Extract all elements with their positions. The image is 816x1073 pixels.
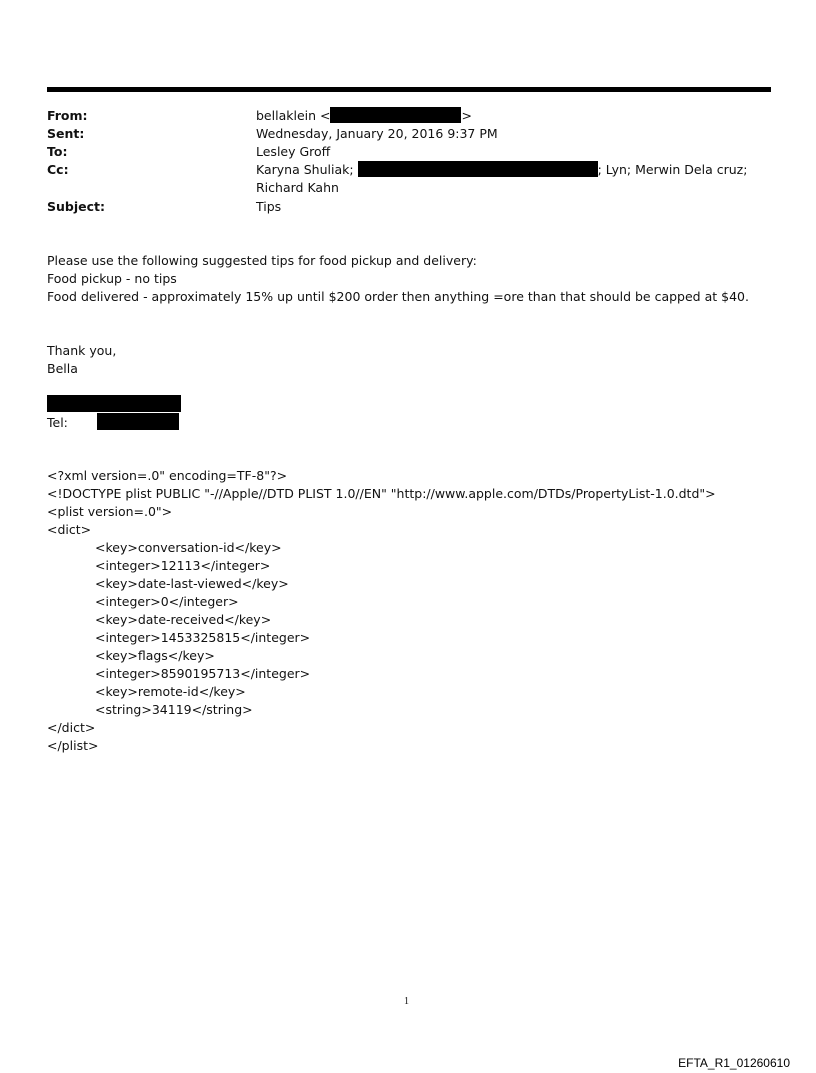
xml-line: <key>date-received</key> bbox=[95, 612, 272, 627]
xml-line: <key>remote-id</key> bbox=[95, 684, 246, 699]
cc-value-line2: Richard Kahn bbox=[256, 180, 339, 195]
xml-line: <plist version=.0"> bbox=[47, 504, 173, 519]
subject-label: Subject: bbox=[47, 199, 105, 214]
xml-line: </dict> bbox=[47, 720, 96, 735]
xml-line: <integer>12113</integer> bbox=[95, 558, 271, 573]
to-label: To: bbox=[47, 144, 68, 159]
redacted-phone bbox=[97, 413, 179, 430]
xml-line: <integer>8590195713</integer> bbox=[95, 666, 311, 681]
from-value-prefix: bellaklein < bbox=[256, 108, 331, 123]
redacted-email bbox=[330, 107, 461, 123]
xml-line: <dict> bbox=[47, 522, 92, 537]
body-line-2: Food pickup - no tips bbox=[47, 271, 177, 286]
from-value bbox=[256, 107, 472, 125]
xml-line: <integer>0</integer> bbox=[95, 594, 239, 609]
from-value-suffix: > bbox=[461, 108, 472, 123]
body-line-1: Please use the following suggested tips for food pickup and delivery: bbox=[47, 253, 477, 268]
cc-value-suffix: ; Lyn; Merwin Dela cruz; bbox=[597, 162, 748, 177]
xml-line: <!DOCTYPE plist PUBLIC "-//Apple//DTD PLIST 1.0//EN" "http://www.apple.com/DTDs/PropertyList-1.0.dtd"> bbox=[47, 486, 716, 501]
bates-number: EFTA_R1_01260610 bbox=[678, 1056, 790, 1070]
page-number: 1 bbox=[404, 996, 409, 1007]
redacted-signature-title bbox=[47, 395, 181, 412]
closing-text: Thank you, bbox=[47, 343, 117, 358]
subject-value: Tips bbox=[256, 199, 282, 214]
body-line-3: Food delivered - approximately 15% up until $200 order then anything =ore than that should be capped at $40. bbox=[47, 289, 749, 304]
xml-line: <key>date-last-viewed</key> bbox=[95, 576, 289, 591]
xml-line: </plist> bbox=[47, 738, 99, 753]
header-rule bbox=[47, 87, 771, 92]
cc-value bbox=[256, 161, 747, 179]
to-value: Lesley Groff bbox=[256, 144, 331, 159]
signature-name: Bella bbox=[47, 361, 78, 376]
xml-line: <key>flags</key> bbox=[95, 648, 215, 663]
xml-line: <string>34119</string> bbox=[95, 702, 253, 717]
xml-line: <key>conversation-id</key> bbox=[95, 540, 282, 555]
sent-value: Wednesday, January 20, 2016 9:37 PM bbox=[256, 126, 498, 141]
cc-value-prefix: Karyna Shuliak; bbox=[256, 162, 354, 177]
xml-line: <?xml version=.0" encoding=TF-8"?> bbox=[47, 468, 288, 483]
cc-label: Cc: bbox=[47, 162, 69, 177]
xml-line: <integer>1453325815</integer> bbox=[95, 630, 311, 645]
from-label: From: bbox=[47, 108, 88, 123]
redacted-cc bbox=[358, 161, 598, 177]
sent-label: Sent: bbox=[47, 126, 85, 141]
tel-label: Tel: bbox=[47, 415, 68, 430]
